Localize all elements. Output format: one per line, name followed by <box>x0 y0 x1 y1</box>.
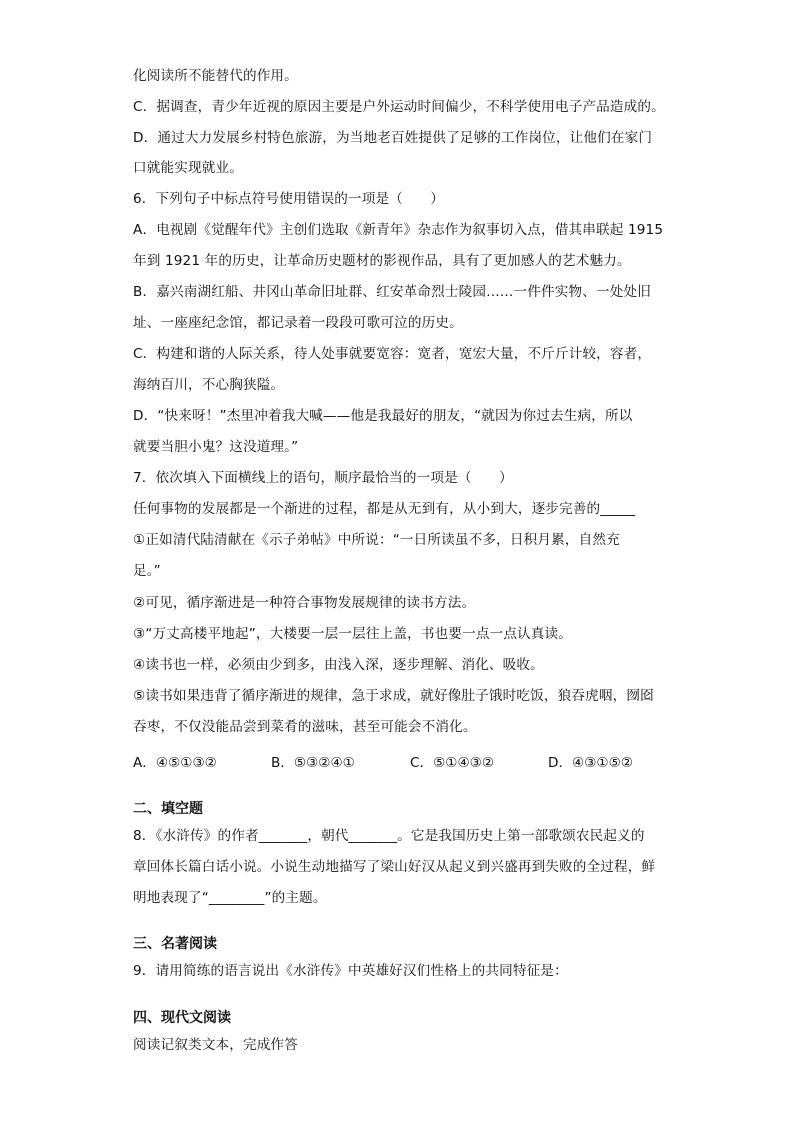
text-line: 口就能实现就业。 <box>133 160 243 176</box>
text-line: 任何事物的发展都是一个渐进的过程，都是从无到有，从小到大，逐步完善的_____ <box>133 501 636 517</box>
text-line: 足。” <box>133 563 161 579</box>
text-line: 就要当胆小鬼？这没道理。” <box>133 439 299 455</box>
text-line: 化阅读所不能替代的作用。 <box>133 68 298 84</box>
question-9: 9．请用简练的语言说出《水浒传》中英雄好汉们性格上的共同特征是： <box>133 963 568 979</box>
reading-instruction: 阅读记叙类文本，完成作答 <box>133 1037 298 1053</box>
question-6: 6．下列句子中标点符号使用错误的一项是（ ） <box>133 191 445 207</box>
sentence-4: ④读书也一样，必须由少到多，由浅入深，逐步理解、消化、吸收。 <box>133 657 544 673</box>
answer-option-b: B．⑤③②④① <box>271 755 355 771</box>
text-line: 年到 1921 年的历史，让革命历史题材的影视作品，具有了更加感人的艺术魅力。 <box>133 253 631 269</box>
sentence-3: ③“万丈高楼平地起”，大楼要一层一层往上盖，书也要一点一点认真读。 <box>133 626 573 642</box>
question-8: 8．《水浒传》的作者_______，朝代_______。它是我国历史上第一部歌颂农民起义的 <box>133 828 645 844</box>
answer-option-c: C．⑤①④③② <box>410 755 495 771</box>
answer-option-a: A．④⑤①③② <box>133 755 217 771</box>
text-line: 吞枣，不仅没能品尝到菜肴的滋味，甚至可能会不消化。 <box>133 719 477 735</box>
section-heading-modern-reading: 四、现代文阅读 <box>133 1010 231 1026</box>
answer-options <box>133 753 663 773</box>
sentence-2: ②可见，循序渐进是一种符合事物发展规律的读书方法。 <box>133 595 476 611</box>
option-d-line: D．通过大力发展乡村特色旅游，为当地老百姓提供了足够的工作岗位，让他们在家门 <box>133 130 653 146</box>
text-line: 明地表现了“________”的主题。 <box>133 890 327 906</box>
sentence-1: ①正如清代陆清献在《示子弟帖》中所说：“一日所读虽不多，日积月累，自然充 <box>133 532 620 548</box>
question-7: 7．依次填入下面横线上的语句，顺序最恰当的一项是（ ） <box>133 470 513 486</box>
option-c-line: C．据调查，青少年近视的原因主要是户外运动时间偏少，不科学使用电子产品造成的。 <box>133 99 665 115</box>
text-line: 海纳百川，不心胸狭隘。 <box>133 377 285 393</box>
option-b-line: B．嘉兴南湖红船、井冈山革命旧址群、红安革命烈士陵园……一件件实物、一处处旧 <box>133 284 651 300</box>
section-heading-fill-blank: 二、填空题 <box>133 801 203 817</box>
option-c-line: C．构建和谐的人际关系，待人处事就要宽容：宽者，宽宏大量，不斤斤计较，容者， <box>133 346 652 362</box>
option-d-line: D．“快来呀！”杰里冲着我大喊——他是我最好的朋友，“就因为你过去生病，所以 <box>133 408 633 424</box>
text-line: 址、一座座纪念馆，都记录着一段段可歌可泣的历史。 <box>133 315 463 331</box>
text-line: 章回体长篇白话小说。小说生动地描写了梁山好汉从起义到兴盛再到失败的全过程，鲜 <box>133 859 656 875</box>
option-a-line: A．电视剧《觉醒年代》主创们选取《新青年》杂志作为叙事切入点，借其串联起 1915 <box>133 222 664 238</box>
answer-option-d: D．④③①⑤② <box>548 755 633 771</box>
sentence-5: ⑤读书如果违背了循序渐进的规律，急于求成，就好像肚子饿时吃饭，狼吞虎咽，囫囵 <box>133 688 654 704</box>
section-heading-classics: 三、名著阅读 <box>133 936 217 952</box>
